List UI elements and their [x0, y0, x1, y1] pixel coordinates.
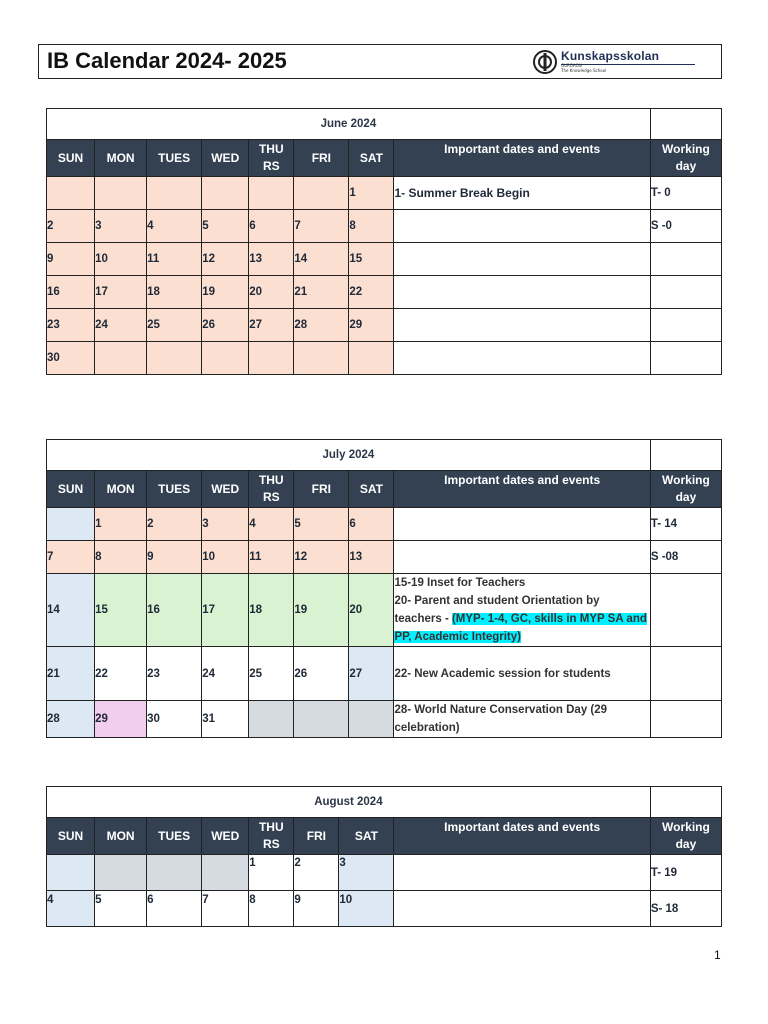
event-cell [394, 243, 650, 276]
header-working: Working day [650, 471, 721, 508]
day-cell: 3 [95, 210, 147, 243]
day-cell [147, 342, 202, 375]
event-cell [394, 276, 650, 309]
day-cell: 6 [349, 508, 394, 541]
day-cell [249, 342, 294, 375]
working-day-cell: T- 14 [650, 508, 721, 541]
day-cell [202, 855, 249, 891]
day-cell [349, 701, 394, 738]
header-mon: MON [95, 140, 147, 177]
august-calendar [46, 786, 722, 927]
header-tues: TUES [147, 818, 202, 855]
day-cell: 25 [147, 309, 202, 342]
day-cell: 28 [47, 701, 95, 738]
day-cell: 19 [202, 276, 249, 309]
school-logo [533, 48, 697, 76]
day-cell: 23 [147, 647, 202, 701]
day-cell: 14 [294, 243, 349, 276]
day-cell: 11 [147, 243, 202, 276]
day-cell: 17 [95, 276, 147, 309]
day-cell: 15 [349, 243, 394, 276]
logo-name: Kunskapsskolan [561, 49, 660, 63]
day-cell: 18 [147, 276, 202, 309]
month-title: August 2024 [47, 787, 651, 818]
working-day-cell: S -08 [650, 541, 721, 574]
june-calendar [46, 108, 722, 375]
event-inset: 15-19 Inset for Teachers [394, 577, 526, 589]
day-cell: 16 [147, 574, 202, 647]
day-cell: 3 [339, 855, 394, 891]
day-cell: 22 [95, 647, 147, 701]
working-day-cell [650, 309, 721, 342]
header-events: Important dates and events [394, 471, 650, 508]
header-sat: SAT [349, 471, 394, 508]
event-cell [394, 855, 650, 891]
blank-cell [650, 109, 721, 140]
event-cell: 28- World Nature Conservation Day (29 celebration) [394, 701, 650, 738]
day-cell [95, 177, 147, 210]
day-cell: 6 [147, 891, 202, 927]
event-cell: 22- New Academic session for students [394, 647, 650, 701]
logo-emblem-icon [533, 50, 557, 74]
day-cell: 13 [249, 243, 294, 276]
day-cell [349, 342, 394, 375]
day-cell: 4 [249, 508, 294, 541]
day-cell: 6 [249, 210, 294, 243]
day-cell [249, 701, 294, 738]
header-working: Working day [650, 140, 721, 177]
day-cell: 21 [294, 276, 349, 309]
day-cell [147, 855, 202, 891]
header-mon: MON [95, 818, 147, 855]
working-day-cell [650, 701, 721, 738]
day-cell: 1 [349, 177, 394, 210]
day-cell: 16 [47, 276, 95, 309]
event-cell [394, 891, 650, 927]
header-fri: FRI [294, 140, 349, 177]
event-cell [394, 541, 650, 574]
header-sat: SAT [339, 818, 394, 855]
day-cell: 3 [202, 508, 249, 541]
day-cell: 23 [47, 309, 95, 342]
day-cell: 10 [95, 243, 147, 276]
day-cell: 13 [349, 541, 394, 574]
day-cell: 14 [47, 574, 95, 647]
day-cell: 10 [202, 541, 249, 574]
month-title: July 2024 [47, 440, 651, 471]
day-cell: 29 [349, 309, 394, 342]
day-cell: 26 [294, 647, 349, 701]
day-cell: 24 [202, 647, 249, 701]
day-cell: 5 [202, 210, 249, 243]
working-day-cell: T- 0 [650, 177, 721, 210]
header-mon: MON [95, 471, 147, 508]
day-cell: 30 [47, 342, 95, 375]
blank-cell [650, 787, 721, 818]
day-cell [47, 508, 95, 541]
working-day-cell [650, 342, 721, 375]
event-cell [394, 309, 650, 342]
blank-cell [650, 440, 721, 471]
day-cell: 15 [95, 574, 147, 647]
header-thu: THU RS [249, 140, 294, 177]
day-cell: 9 [147, 541, 202, 574]
working-day-cell: S- 18 [650, 891, 721, 927]
day-cell: 25 [249, 647, 294, 701]
header-events: Important dates and events [394, 140, 650, 177]
day-cell: 7 [47, 541, 95, 574]
day-cell: 7 [202, 891, 249, 927]
day-cell: 18 [249, 574, 294, 647]
header-fri: FRI [294, 818, 339, 855]
day-cell: 1 [95, 508, 147, 541]
header-thu: THU RS [249, 471, 294, 508]
day-cell: 2 [47, 210, 95, 243]
day-cell: 10 [339, 891, 394, 927]
day-cell [294, 342, 349, 375]
day-cell: 17 [202, 574, 249, 647]
month-title: June 2024 [47, 109, 651, 140]
working-day-cell [650, 647, 721, 701]
header-sun: SUN [47, 818, 95, 855]
header-wed: WED [202, 140, 249, 177]
day-cell: 28 [294, 309, 349, 342]
day-cell [249, 177, 294, 210]
day-cell [202, 177, 249, 210]
event-orientation-text: 20- Parent and student Orientation by teachers - [394, 595, 600, 625]
title-box [38, 44, 722, 79]
event-cell [394, 508, 650, 541]
day-cell: 2 [294, 855, 339, 891]
event-cell [394, 210, 650, 243]
logo-tagline: The Knowledge School [561, 68, 607, 73]
event-cell: 1- Summer Break Begin [394, 177, 650, 210]
header-working: Working day [650, 818, 721, 855]
header-tues: TUES [147, 471, 202, 508]
day-cell: 20 [349, 574, 394, 647]
july-calendar [46, 439, 722, 738]
day-cell: 30 [147, 701, 202, 738]
day-cell: 5 [294, 508, 349, 541]
day-cell: 1 [249, 855, 294, 891]
header-thu: THU RS [249, 818, 294, 855]
working-day-cell [650, 276, 721, 309]
page-number: 1 [714, 948, 721, 962]
day-cell [202, 342, 249, 375]
day-cell [147, 177, 202, 210]
day-cell [294, 177, 349, 210]
day-cell: 9 [294, 891, 339, 927]
day-cell: 9 [47, 243, 95, 276]
day-cell: 27 [249, 309, 294, 342]
header-tues: TUES [147, 140, 202, 177]
working-day-cell [650, 574, 721, 647]
day-cell [95, 855, 147, 891]
day-cell: 5 [95, 891, 147, 927]
event-cell [394, 342, 650, 375]
header-sun: SUN [47, 140, 95, 177]
day-cell: 31 [202, 701, 249, 738]
event-orientation-highlight: (MYP- 1-4, GC, skills in MYP SA and PP, Academic Integrity) [394, 613, 647, 643]
day-cell: 24 [95, 309, 147, 342]
day-cell: 4 [47, 891, 95, 927]
working-day-cell: S -0 [650, 210, 721, 243]
day-cell: 20 [249, 276, 294, 309]
header-wed: WED [202, 818, 249, 855]
day-cell: 19 [294, 574, 349, 647]
day-cell: 2 [147, 508, 202, 541]
day-cell: 26 [202, 309, 249, 342]
working-day-cell: T- 19 [650, 855, 721, 891]
day-cell: 8 [349, 210, 394, 243]
day-cell [294, 701, 349, 738]
day-cell: 11 [249, 541, 294, 574]
header-sun: SUN [47, 471, 95, 508]
day-cell: 12 [202, 243, 249, 276]
day-cell: 29 [95, 701, 147, 738]
logo-subtitle: GURGAON [561, 63, 582, 68]
page-title: IB Calendar 2024- 2025 [47, 48, 287, 73]
header-sat: SAT [349, 140, 394, 177]
day-cell: 4 [147, 210, 202, 243]
header-events: Important dates and events [394, 818, 650, 855]
header-wed: WED [202, 471, 249, 508]
day-cell: 22 [349, 276, 394, 309]
day-cell: 12 [294, 541, 349, 574]
event-cell [394, 574, 650, 647]
working-day-cell [650, 243, 721, 276]
day-cell: 21 [47, 647, 95, 701]
day-cell: 7 [294, 210, 349, 243]
day-cell: 8 [249, 891, 294, 927]
event-orientation [394, 592, 649, 646]
day-cell [95, 342, 147, 375]
day-cell [47, 177, 95, 210]
day-cell: 27 [349, 647, 394, 701]
day-cell [47, 855, 95, 891]
header-fri: FRI [294, 471, 349, 508]
day-cell: 8 [95, 541, 147, 574]
